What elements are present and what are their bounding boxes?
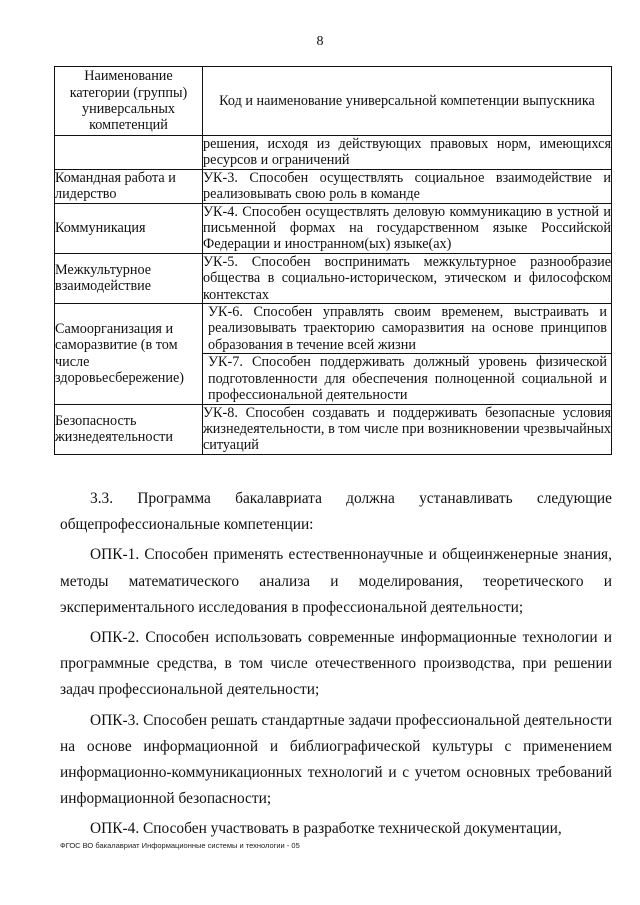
competency-cell-group [203, 304, 612, 404]
category-cell: Самоорганизация и саморазвитие (в том числе здоровьесбережение) [55, 304, 203, 404]
header-competency: Код и наименование универсальной компетенции выпускника [203, 67, 612, 136]
category-cell [55, 136, 203, 170]
category-cell: Межкультурное взаимодействие [55, 253, 203, 303]
competency-cell: решения, исходя из действующих правовых норм, имеющихся ресурсов и ограничений [203, 136, 611, 169]
paragraph-opk-3: ОПК-3. Способен решать стандартные задачи профессиональной деятельности на основе информационной и библиографической культуры с применением информационно-коммуникационных технологий и с учетом основных требований информационной безопасности; [60, 711, 612, 808]
competency-item: УК-7. Способен поддерживать должный уровень физической подготовленности для обеспечения полноценной социальной и профессиональной деятельности [203, 353, 611, 403]
category-cell: Командная работа и лидерство [55, 169, 203, 203]
table-header-row [55, 67, 612, 136]
paragraph-opk-2: ОПК-2. Способен использовать современные информационные технологии и программные средства, в том числе отечественного производства, при решении задач профессиональной деятельности; [60, 629, 612, 699]
competency-cell: УК-8. Способен создавать и поддерживать безопасные условия жизнедеятельности, в том числе при возникновении чрезвычайных ситуаций [203, 404, 611, 454]
paragraph-opk-4: ОПК-4. Способен участвовать в разработке технической документации, [90, 820, 562, 838]
competency-cell: УК-4. Способен осуществлять деловую коммуникацию в устной и письменной формах на государственном языке Российской Федерации и иностранном(ых) языке(ах) [203, 203, 611, 253]
table-row [55, 404, 612, 454]
competency-cell: УК-5. Способен воспринимать межкультурное разнообразие общества в социально-историческом, этическом и философском контекстах [203, 253, 611, 303]
footer-note: ФГОС ВО бакалавриат Информационные системы и технологии - 05 [60, 841, 300, 850]
table-row [55, 253, 612, 303]
table-row [55, 169, 612, 203]
paragraph-opk-1: ОПК-1. Способен применять естественнонаучные и общеинженерные знания, методы математического анализа и моделирования, теоретического и экспериментального исследования в профессиональной деятельности; [60, 546, 612, 616]
paragraph-section-3-3: 3.3. Программа бакалавриата должна устанавливать следующие общепрофессиональные компетенции: [60, 490, 612, 534]
page-number: 8 [316, 34, 324, 49]
header-category: Наименование категории (группы) универсальных компетенций [55, 67, 203, 136]
category-cell: Безопасность жизнедеятельности [55, 404, 203, 454]
competency-item: УК-6. Способен управлять своим временем, выстраивать и реализовывать траекторию саморазвития на основе принципов образования в течение всей жизни [208, 304, 607, 353]
competency-cell: УК-3. Способен осуществлять социальное взаимодействие и реализовывать свою роль в команде [203, 169, 611, 203]
table-row [55, 304, 612, 404]
table-row [55, 203, 612, 253]
body-text [60, 486, 612, 843]
table-row [55, 136, 612, 170]
category-cell: Коммуникация [55, 203, 203, 253]
competency-table [54, 66, 612, 455]
